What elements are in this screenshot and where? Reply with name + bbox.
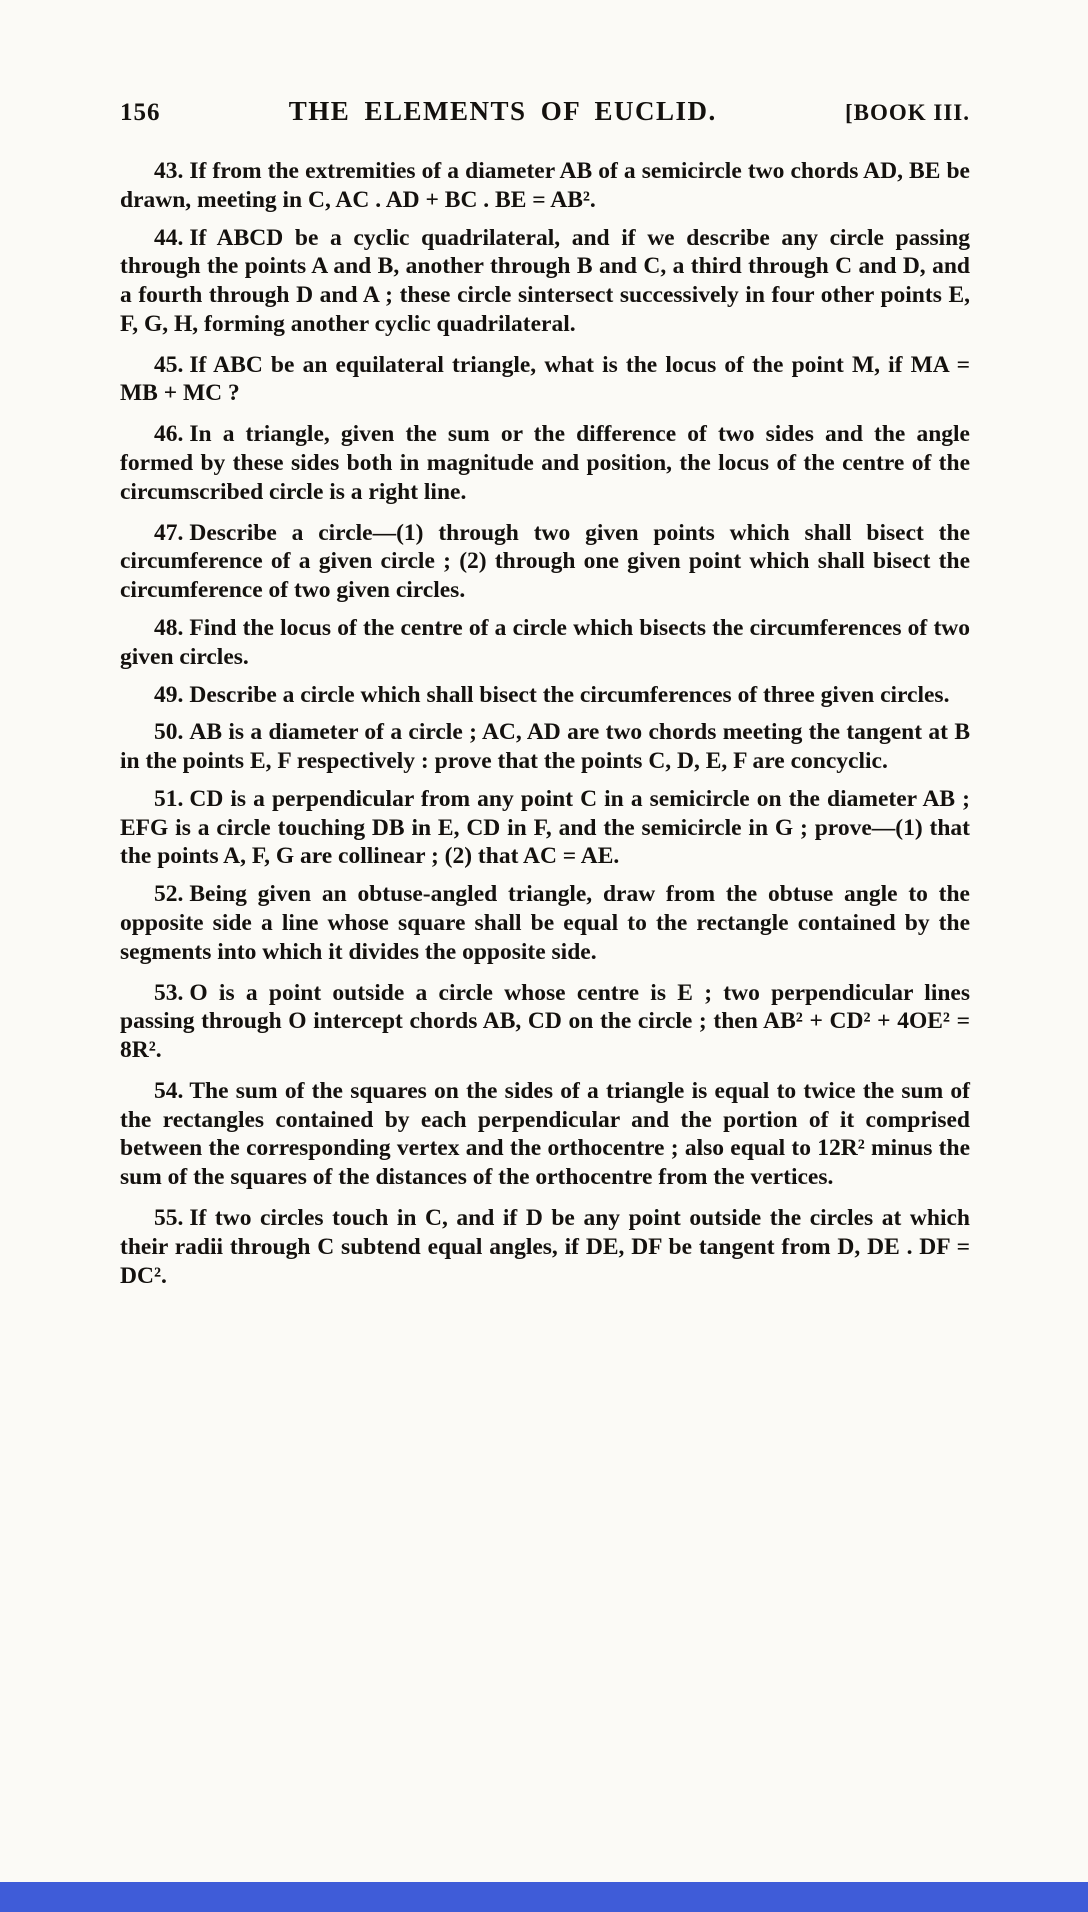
exercise-54 [120,1077,970,1192]
exercise-text: AB is a diameter of a circle ; AC, AD are two chords meeting the tangent at B in the points E, F respectively : prove that the points C, D, E, F are concyclic. [120,719,970,775]
exercise-50 [120,718,970,776]
book-label: [BOOK III. [844,100,970,125]
exercise-45 [120,351,970,409]
exercise-53 [120,979,970,1065]
exercise-text: Find the locus of the centre of a circle which bisects the circumferences of two given circles. [120,614,970,670]
exercise-number: 53. [154,979,184,1006]
exercise-47 [120,519,970,605]
exercise-text: Being given an obtuse-angled triangle, draw from the obtuse angle to the opposite side a line whose square shall be equal to the rectangle contained by the segments into which it divides the opposite side. [120,881,970,965]
exercise-number: 52. [154,881,184,908]
exercise-number: 43. [154,158,184,184]
page-number: 156 [120,99,161,126]
exercise-text: CD is a perpendicular from any point C in a semicircle on the diameter AB ; EFG is a circle touching DB in E, CD in F, and the semicircle in G ; prove—(1) that the points A, F, G are collinear ; (2) that AC = AE. [120,785,970,870]
exercise-number: 55. [154,1205,184,1231]
exercise-number: 44. [154,224,184,251]
page-header [120,96,970,127]
bottom-blue-bar [0,1882,1088,1912]
exercise-51 [120,785,970,871]
exercise-text: In a triangle, given the sum or the difference of two sides and the angle formed by these sides both in magnitude and position, the locus of the centre of the circumscribed circle is a right line. [120,421,970,505]
exercise-text: If ABCD be a cyclic quadrilateral, and if we describe any circle passing through the points A and B, another through B and C, a third through C and D, and a fourth through D and A ; these circle sintersect successively in four other points E, F, G, H, forming another cyclic quadrilateral. [120,224,970,337]
exercise-number: 46. [154,421,184,448]
exercise-text: If ABC be an equilateral triangle, what is the locus of the point M, if MA = MB + MC ? [120,351,970,407]
exercise-number: 54. [154,1077,184,1104]
exercise-52 [120,880,970,966]
exercise-text: If two circles touch in C, and if D be any point outside the circles at which their radii through C subtend equal angles, if DE, DF be tangent from D, DE . DF = DC². [120,1205,970,1289]
exercise-text: The sum of the squares on the sides of a triangle is equal to twice the sum of the rectangles contained by each perpendicular and the portion of it comprised between the corresponding vertex and the orthocentre ; also equal to 12R² minus the sum of the squares of the distances of the orthocentre from the vertices. [120,1077,970,1191]
exercise-number: 49. [154,681,184,708]
exercise-48 [120,614,970,672]
exercise-text: O is a point outside a circle whose centre is E ; two perpendicular lines passing through O intercept chords AB, CD on the circle ; then AB² + CD² + 4OE² = 8R². [120,979,970,1064]
exercise-number: 48. [154,614,184,641]
exercise-44 [120,224,970,339]
exercise-list [120,157,970,1290]
exercise-46 [120,420,970,506]
exercise-number: 45. [154,351,184,378]
exercise-55 [120,1204,970,1290]
exercise-49 [120,681,970,710]
exercise-number: 47. [154,519,184,546]
exercise-text: Describe a circle—(1) through two given points which shall bisect the circumference of a given circle ; (2) through one given point which shall bisect the circumference of two given circles. [120,519,970,604]
exercise-number: 51. [154,785,184,812]
exercise-number: 50. [154,719,184,746]
exercise-43 [120,157,970,215]
page-title: THE ELEMENTS OF EUCLID. [288,96,717,126]
exercise-text: If from the extremities of a diameter AB of a semicircle two chords AD, BE be drawn, meeting in C, AC . AD + BC . BE = AB². [120,158,970,213]
exercise-text: Describe a circle which shall bisect the circumferences of three given circles. [189,681,950,708]
